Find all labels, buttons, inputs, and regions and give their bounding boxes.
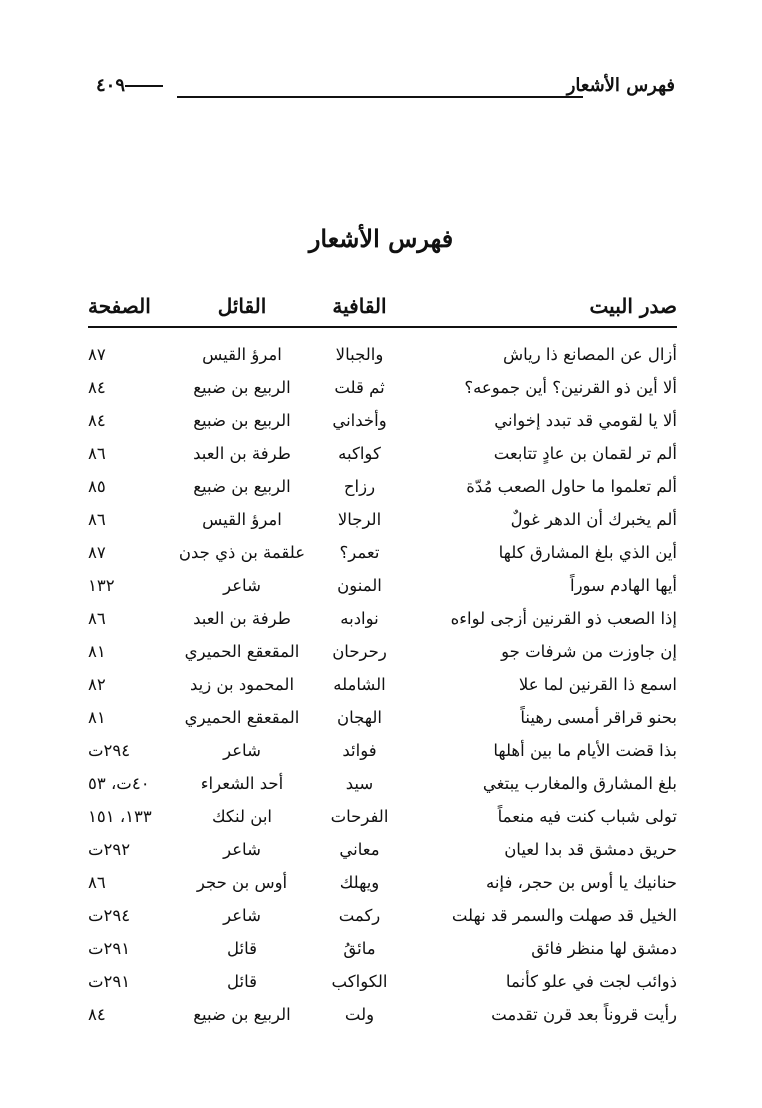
cell-verse: بحنو قراقر أمسى رهيناً [520, 708, 677, 727]
cell-verse: ألا أين ذو القرنين؟ أين جموعه؟ [464, 378, 677, 397]
header-rule [174, 96, 583, 98]
table-row [88, 635, 677, 668]
cell-rhyme: الهجان [336, 708, 382, 727]
cell-verse: أين الذي بلغ المشارق كلها [498, 543, 677, 562]
cell-speaker: الربيع بن ضبيع [193, 378, 291, 397]
cell-verse: بلغ المشارق والمغارب يبتغي [482, 774, 677, 793]
table-row [88, 536, 677, 569]
running-header [88, 74, 675, 102]
cell-page: ٢٩٤ت [88, 906, 131, 925]
cell-speaker: شاعر [223, 741, 261, 760]
cell-verse: دمشق لها منظر فائق [531, 939, 677, 958]
cell-page: ٨٦ [88, 510, 106, 529]
cell-rhyme: ثم قلت [334, 378, 385, 397]
cell-speaker: امرؤ القيس [202, 510, 282, 529]
cell-page: ٢٩٢ت [88, 840, 131, 859]
cell-verse: بذا قضت الأيام ما بين أهلها [493, 741, 677, 760]
cell-verse: إذا الصعب ذو القرنين أزجى لواءه [450, 609, 677, 628]
cell-page: ٨٧ [88, 543, 106, 562]
cell-page: ٨٢ [88, 675, 106, 694]
table-row [88, 833, 677, 866]
cell-verse: ذوائب لجت في علو كأنما [505, 972, 677, 991]
table-row [88, 701, 677, 734]
table-row [88, 899, 677, 932]
table-row [88, 404, 677, 437]
cell-rhyme: رحرحان [332, 642, 387, 661]
page-number: ٤٠٩ [88, 74, 177, 98]
cell-rhyme: فوائد [342, 741, 377, 760]
table-row [88, 327, 677, 371]
cell-rhyme: رزاح [343, 477, 376, 496]
index-title: فهرس الأشعار [308, 224, 454, 253]
cell-rhyme: والجبالا [335, 345, 384, 364]
poetry-index-table [88, 286, 677, 1031]
cell-page: ٨٤ [88, 411, 106, 430]
cell-page: ٨٦ [88, 609, 106, 628]
cell-rhyme: معاني [339, 840, 380, 859]
cell-speaker: أوس بن حجر [196, 873, 288, 892]
cell-speaker: شاعر [223, 906, 261, 925]
table-row [88, 470, 677, 503]
cell-speaker: شاعر [223, 576, 261, 595]
cell-page: ٢٩١ت [88, 972, 131, 991]
cell-speaker: ابن لنكك [211, 807, 272, 826]
running-title: فهرس الأشعار [566, 75, 675, 96]
cell-rhyme: وأخداني [332, 411, 387, 430]
cell-verse: أزال عن المصانع ذا رياش [502, 345, 677, 364]
table-row [88, 734, 677, 767]
cell-speaker: أحد الشعراء [200, 774, 284, 793]
cell-page: ١٣٣، ١٥١ [88, 807, 152, 826]
cell-page: ٢٩١ت [88, 939, 131, 958]
table-row [88, 965, 677, 998]
table-row [88, 602, 677, 635]
table-row [88, 503, 677, 536]
cell-page: ٢٩٤ت [88, 741, 131, 760]
cell-rhyme: كواكبه [338, 444, 381, 463]
cell-page: ٨٦ [88, 873, 106, 892]
table-row [88, 866, 677, 899]
table-row [88, 371, 677, 404]
table-row [88, 932, 677, 965]
cell-page: ٨١ [88, 708, 106, 727]
cell-speaker: المحمود بن زيد [189, 675, 295, 694]
table-row [88, 437, 677, 470]
cell-page: ٨٤ [88, 378, 106, 397]
cell-speaker: المقعقع الحميري [184, 708, 300, 727]
cell-verse: ألا يا لقومي قد تبدد إخواني [494, 411, 677, 430]
cell-verse: ألم تر لقمان بن عادٍ تتابعت [493, 444, 677, 463]
cell-rhyme: مائقُ [343, 939, 376, 958]
cell-speaker: المقعقع الحميري [184, 642, 300, 661]
cell-rhyme: ركمت [338, 906, 381, 925]
cell-verse: حنانيك يا أوس بن حجر، فإنه [485, 873, 677, 892]
cell-rhyme: الشامله [333, 675, 386, 694]
cell-verse: إن جاوزت من شرفات جو [501, 642, 677, 661]
cell-rhyme: تعمر؟ [339, 543, 380, 562]
cell-verse: حريق دمشق قد بدا لعيان [504, 840, 677, 859]
table-body [88, 327, 677, 1031]
table-header-row [88, 286, 677, 327]
cell-page: ٤٠ت، ٥٣ [88, 774, 150, 793]
table-row [88, 800, 677, 833]
cell-page: ٨٦ [88, 444, 106, 463]
table-row [88, 767, 677, 800]
cell-verse: أيها الهادم سوراً [569, 576, 677, 595]
table-row [88, 998, 677, 1031]
cell-rhyme: ويهلك [339, 873, 380, 892]
cell-rhyme: المنون [337, 576, 382, 595]
cell-rhyme: الفرحات [330, 807, 389, 826]
cell-page: ٨٥ [88, 477, 106, 496]
cell-rhyme: نوادبه [340, 609, 379, 628]
column-header-speaker: القائل [172, 286, 312, 327]
cell-speaker: قائل [226, 972, 257, 991]
column-header-verse: صدر البيت [407, 286, 677, 327]
cell-page: ٨٧ [88, 345, 106, 364]
cell-speaker: الربيع بن ضبيع [193, 477, 291, 496]
cell-speaker: الربيع بن ضبيع [193, 1005, 291, 1024]
cell-page: ١٣٢ [88, 576, 115, 595]
cell-verse: رأيت قروناً بعد قرن تقدمت [491, 1005, 677, 1024]
cell-speaker: قائل [226, 939, 257, 958]
cell-page: ٨٤ [88, 1005, 106, 1024]
cell-rhyme: ولت [344, 1005, 375, 1024]
cell-verse: ألم يخبرك أن الدهر غولٌ [510, 510, 677, 529]
cell-speaker: شاعر [223, 840, 261, 859]
column-header-page: الصفحة [88, 286, 172, 327]
cell-speaker: علقمة بن ذي جدن [178, 543, 306, 562]
cell-speaker: طرفة بن العبد [193, 444, 291, 463]
cell-verse: الخيل قد صهلت والسمر قد نهلت [451, 906, 677, 925]
table-row [88, 668, 677, 701]
cell-speaker: امرؤ القيس [202, 345, 282, 364]
cell-verse: ألم تعلموا ما حاول الصعب مُدّة [466, 477, 677, 496]
cell-rhyme: سيد [345, 774, 374, 793]
table-row [88, 569, 677, 602]
cell-page: ٨١ [88, 642, 106, 661]
cell-verse: تولى شباب كنت فيه منعماً [497, 807, 677, 826]
cell-rhyme: الرجالا [337, 510, 382, 529]
cell-verse: اسمع ذا القرنين لما علا [518, 675, 677, 694]
cell-speaker: طرفة بن العبد [193, 609, 291, 628]
column-header-rhyme: القافية [312, 286, 407, 327]
cell-rhyme: الكواكب [331, 972, 388, 991]
cell-speaker: الربيع بن ضبيع [193, 411, 291, 430]
